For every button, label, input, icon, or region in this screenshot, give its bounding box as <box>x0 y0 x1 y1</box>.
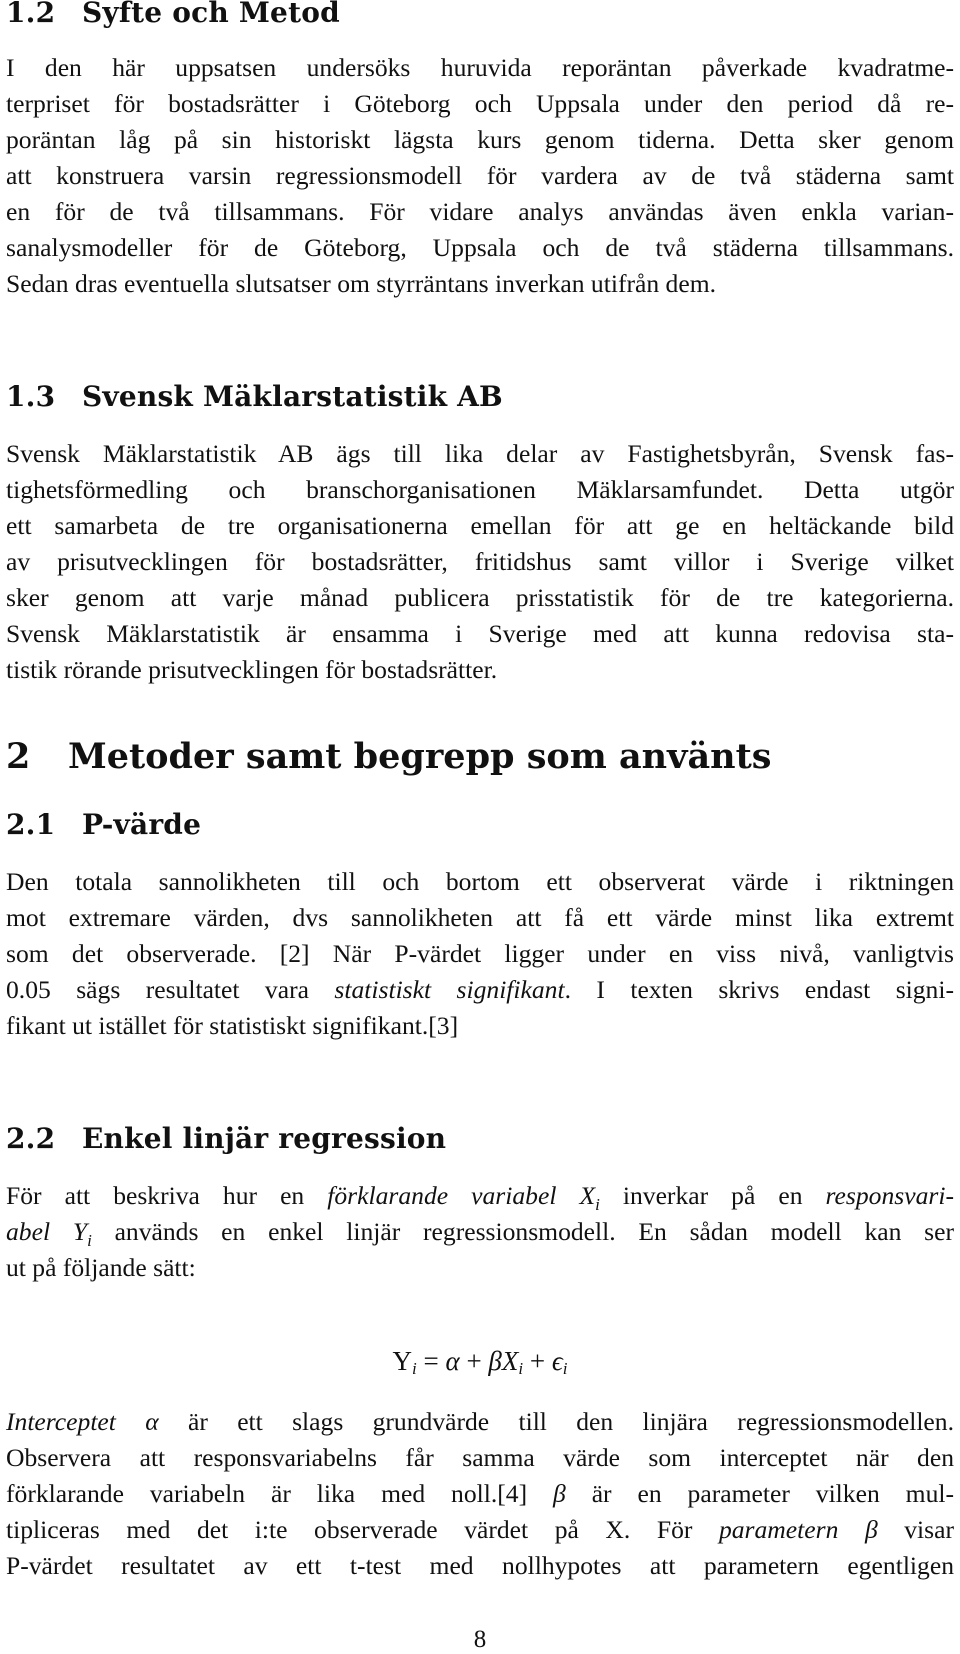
section-heading-1-2 <box>6 0 340 29</box>
text-run: är ett slags grundvärde till den linjära regressionsmodellen. <box>158 1407 954 1436</box>
text-line: som det observerade. [2] När P-värdet ligger under en viss nivå, vanligtvis <box>6 939 954 968</box>
text-run: förklarande variabeln är lika med noll.[4] <box>6 1479 554 1508</box>
paragraph-syfte <box>6 50 954 302</box>
text-line: P-värdet resultatet av ett t-test med nollhypotes att parametern egentligen <box>6 1551 954 1580</box>
section-heading-2-1 <box>6 808 201 841</box>
section-heading-2-2 <box>6 1122 446 1155</box>
text-line: fikant ut istället för statistiskt signifikant.[3] <box>6 1011 459 1040</box>
emphasis: statistiskt signifikant <box>334 975 565 1004</box>
text-run: är en parameter vilken mul- <box>565 1479 954 1508</box>
paragraph-maklarstatistik <box>6 436 954 688</box>
text-run: visar <box>877 1515 954 1544</box>
text-line: tighetsförmedling och branschorganisationen Mäklarsamfundet. Detta utgör <box>6 475 954 504</box>
eq-sub: i <box>562 1359 568 1378</box>
section-title: Svensk Mäklarstatistik AB <box>82 380 503 413</box>
eq-sub: i <box>518 1359 524 1378</box>
text-line: I den här uppsatsen undersöks huruvida reporäntan påverkade kvadratme- <box>6 53 954 82</box>
text-line: Sedan dras eventuella slutsatser om styrräntans inverkan utifrån dem. <box>6 269 717 298</box>
text-line: Observera att responsvariabelns får samma värde som interceptet när den <box>6 1443 954 1472</box>
text-line: mot extremare värden, dvs sannolikheten att få ett värde minst lika extremt <box>6 903 954 932</box>
emphasis: förklarande variabel <box>327 1181 557 1210</box>
section-title: Enkel linjär regression <box>82 1122 447 1155</box>
text-run: 0.05 sägs resultatet vara <box>6 975 335 1004</box>
section-title: Syfte och Metod <box>82 0 340 29</box>
text-line: sker genom att varje månad publicera prisstatistik för de tre kategorierna. <box>6 583 954 612</box>
math-beta: β <box>864 1515 878 1544</box>
section-number: 1.3 <box>6 380 56 413</box>
section-heading-1-3 <box>6 380 503 413</box>
text-run: tipliceras med det i:te observerade värdet på X. För <box>6 1515 719 1544</box>
text-line: Svensk Mäklarstatistik AB ägs till lika delar av Fastighetsbyrån, Svensk fas- <box>6 439 954 468</box>
math-beta: β <box>553 1479 566 1508</box>
section-title: P-värde <box>82 808 202 841</box>
text-line: Den totala sannolikheten till och bortom ett observerat värde i riktningen <box>6 867 954 896</box>
paragraph-regression-params <box>6 1404 954 1584</box>
eq-alpha: α <box>445 1346 460 1376</box>
text-line <box>6 1214 954 1250</box>
page-number: 8 <box>473 1626 487 1653</box>
emphasis: responsvari- <box>825 1181 954 1210</box>
text-line: ut på följande sätt: <box>6 1253 196 1282</box>
math-sub: i <box>87 1231 92 1251</box>
text-line: en för de två tillsammans. För vidare analys användas även enkla varian- <box>6 197 954 226</box>
eq-epsilon: ϵ <box>551 1346 563 1376</box>
math-alpha: α <box>145 1407 159 1436</box>
text-line: sanalysmodeller för de Göteborg, Uppsala och de två städerna tillsammans. <box>6 233 954 262</box>
emphasis: parametern <box>718 1515 839 1544</box>
text-line <box>6 972 954 1008</box>
text-run: . I texten skrivs endast signi- <box>564 975 954 1004</box>
eq-equals: = <box>416 1346 446 1376</box>
eq-plus: + <box>459 1346 489 1376</box>
text-line: Svensk Mäklarstatistik är ensamma i Sverige med att kunna redovisa sta- <box>6 619 954 648</box>
emphasis: abel <box>6 1217 51 1246</box>
paragraph-p-varde <box>6 864 954 1044</box>
math-var: X <box>579 1181 596 1210</box>
text-line <box>6 1178 954 1214</box>
paragraph-regression-intro <box>6 1178 954 1286</box>
section-number: 2.2 <box>6 1122 56 1155</box>
eq-x: X <box>501 1346 519 1376</box>
eq-plus: + <box>523 1346 552 1376</box>
chapter-title: Metoder samt begrepp som använts <box>68 736 772 777</box>
text-line: poräntan låg på sin historiskt lägsta kurs genom tiderna. Detta sker genom <box>6 125 954 154</box>
regression-equation <box>0 1346 960 1379</box>
eq-lhs: Y <box>392 1346 413 1376</box>
emphasis: Interceptet <box>6 1407 116 1436</box>
eq-sub: i <box>412 1359 417 1378</box>
section-number: 1.2 <box>6 0 56 29</box>
chapter-heading-2 <box>6 736 771 777</box>
text-line <box>6 1404 954 1440</box>
text-line: av prisutvecklingen för bostadsrätter, fritidshus samt villor i Sverige vilket <box>6 547 954 576</box>
text-line: tistik rörande prisutvecklingen för bostadsrätter. <box>6 655 498 684</box>
text-run: används en enkel linjär regressionsmodell. En sådan modell kan ser <box>91 1217 955 1246</box>
chapter-number: 2 <box>6 736 31 777</box>
text-line <box>6 1476 954 1512</box>
text-line: terpriset för bostadsrätter i Göteborg och Uppsala under den period då re- <box>6 89 954 118</box>
text-run: inverkar på en <box>599 1181 826 1210</box>
text-line: att konstruera varsin regressionsmodell för vardera av de två städerna samt <box>6 161 954 190</box>
math-var: Y <box>72 1217 88 1246</box>
eq-beta: β <box>488 1346 502 1376</box>
math-sub: i <box>595 1195 600 1215</box>
text-run: För att beskriva hur en <box>6 1181 328 1210</box>
text-line <box>6 1512 954 1548</box>
section-number: 2.1 <box>6 808 56 841</box>
text-line: ett samarbeta de tre organisationerna emellan för att ge en heltäckande bild <box>6 511 954 540</box>
